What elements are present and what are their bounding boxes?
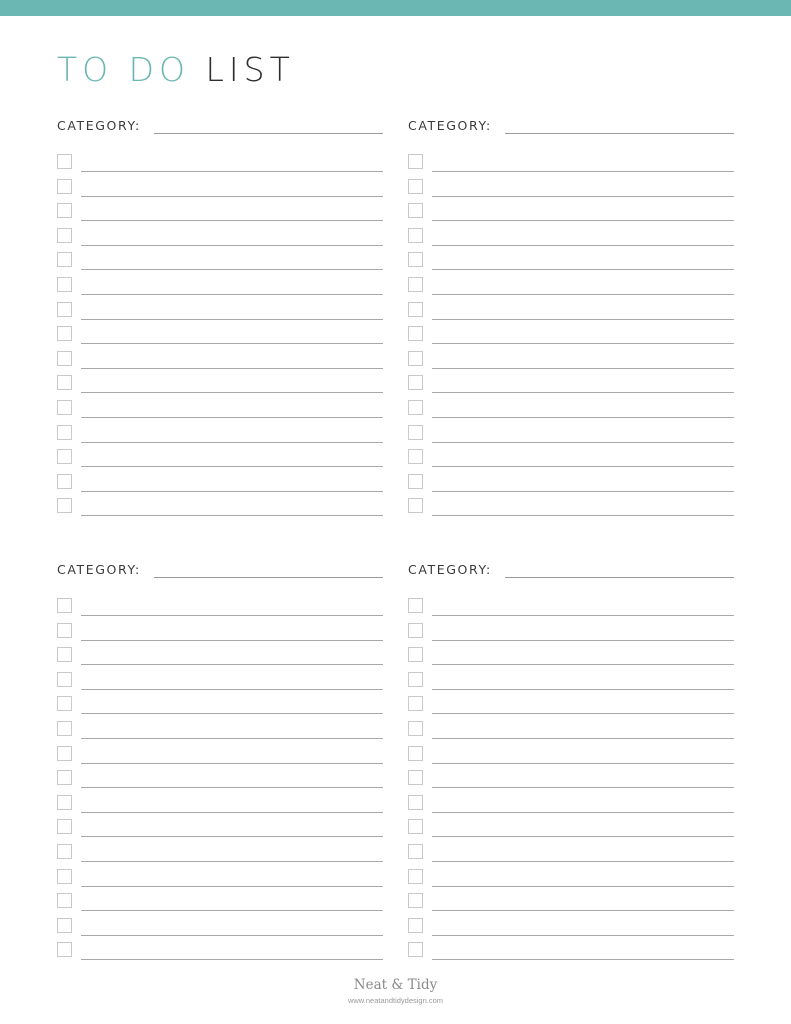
todo-checkbox[interactable] <box>57 400 72 415</box>
todo-item <box>57 770 383 790</box>
todo-writing-line[interactable] <box>432 466 734 467</box>
todo-checkbox[interactable] <box>57 893 72 908</box>
todo-writing-line[interactable] <box>432 763 734 764</box>
todo-writing-line[interactable] <box>81 171 383 172</box>
todo-checkbox[interactable] <box>408 375 423 390</box>
todo-item <box>408 819 734 839</box>
todo-checkbox[interactable] <box>408 672 423 687</box>
todo-checkbox[interactable] <box>408 498 423 513</box>
todo-checkbox[interactable] <box>57 696 72 711</box>
todo-item <box>57 425 383 445</box>
todo-item <box>57 203 383 223</box>
todo-checkbox[interactable] <box>57 647 72 662</box>
todo-writing-line[interactable] <box>81 886 383 887</box>
todo-item <box>408 302 734 322</box>
todo-writing-line[interactable] <box>81 615 383 616</box>
todo-writing-line[interactable] <box>432 935 734 936</box>
category-row <box>57 116 383 136</box>
todo-item <box>408 154 734 174</box>
todo-checkbox[interactable] <box>57 721 72 736</box>
todo-checkbox[interactable] <box>57 302 72 317</box>
todo-item <box>408 203 734 223</box>
todo-item <box>57 598 383 618</box>
todo-item <box>57 893 383 913</box>
todo-item <box>57 277 383 297</box>
todo-writing-line[interactable] <box>81 763 383 764</box>
todo-item <box>408 869 734 889</box>
todo-checkbox[interactable] <box>57 623 72 638</box>
todo-writing-line[interactable] <box>432 515 734 516</box>
todo-checkbox[interactable] <box>57 154 72 169</box>
todo-checkbox[interactable] <box>408 277 423 292</box>
todo-item <box>57 918 383 938</box>
todo-item <box>57 351 383 371</box>
todo-item <box>57 400 383 420</box>
todo-writing-line[interactable] <box>432 738 734 739</box>
todo-writing-line[interactable] <box>81 836 383 837</box>
category-input-line[interactable] <box>154 133 383 134</box>
brand-url: www.neatandtidydesign.com <box>347 996 444 1005</box>
todo-item <box>408 474 734 494</box>
todo-checkbox[interactable] <box>57 819 72 834</box>
todo-writing-line[interactable] <box>432 713 734 714</box>
todo-item <box>57 672 383 692</box>
todo-checkbox[interactable] <box>408 302 423 317</box>
todo-checkbox[interactable] <box>57 918 72 933</box>
todo-item <box>57 326 383 346</box>
todo-writing-line[interactable] <box>81 689 383 690</box>
todo-item <box>408 672 734 692</box>
todo-checkbox[interactable] <box>408 746 423 761</box>
todo-writing-line[interactable] <box>81 368 383 369</box>
todo-checkbox[interactable] <box>408 228 423 243</box>
todo-checkbox[interactable] <box>57 425 72 440</box>
todo-item <box>408 893 734 913</box>
category-row <box>408 560 734 580</box>
todo-checkbox[interactable] <box>57 770 72 785</box>
todo-checkbox[interactable] <box>57 252 72 267</box>
todo-checkbox[interactable] <box>408 425 423 440</box>
todo-writing-line[interactable] <box>432 959 734 960</box>
todo-item <box>57 819 383 839</box>
todo-checkbox[interactable] <box>57 844 72 859</box>
todo-checkbox[interactable] <box>408 647 423 662</box>
todo-item <box>408 696 734 716</box>
todo-checkbox[interactable] <box>57 598 72 613</box>
category-label: CATEGORY: <box>57 118 141 133</box>
todo-writing-line[interactable] <box>81 269 383 270</box>
todo-checkbox[interactable] <box>408 598 423 613</box>
todo-writing-line[interactable] <box>432 171 734 172</box>
todo-checkbox[interactable] <box>408 770 423 785</box>
todo-writing-line[interactable] <box>432 269 734 270</box>
todo-writing-line[interactable] <box>81 935 383 936</box>
todo-checkbox[interactable] <box>408 623 423 638</box>
todo-writing-line[interactable] <box>432 861 734 862</box>
todo-writing-line[interactable] <box>81 417 383 418</box>
category-input-line[interactable] <box>154 577 383 578</box>
todo-writing-line[interactable] <box>432 836 734 837</box>
todo-writing-line[interactable] <box>432 245 734 246</box>
todo-writing-line[interactable] <box>81 787 383 788</box>
todo-writing-line[interactable] <box>81 196 383 197</box>
todo-item <box>57 844 383 864</box>
todo-item <box>408 598 734 618</box>
todo-checkbox[interactable] <box>57 179 72 194</box>
todo-writing-line[interactable] <box>81 640 383 641</box>
todo-item <box>57 942 383 962</box>
todo-item <box>57 252 383 272</box>
todo-writing-line[interactable] <box>432 615 734 616</box>
todo-writing-line[interactable] <box>432 319 734 320</box>
category-label: CATEGORY: <box>408 562 492 577</box>
todo-writing-line[interactable] <box>432 417 734 418</box>
todo-writing-line[interactable] <box>81 738 383 739</box>
todo-writing-line[interactable] <box>81 515 383 516</box>
todo-checkbox[interactable] <box>408 918 423 933</box>
todo-checkbox[interactable] <box>57 474 72 489</box>
todo-checkbox[interactable] <box>57 795 72 810</box>
category-section-4 <box>408 560 734 960</box>
todo-item <box>408 942 734 962</box>
brand-name: Neat & Tidy <box>353 977 438 993</box>
todo-checkbox[interactable] <box>57 326 72 341</box>
todo-writing-line[interactable] <box>81 664 383 665</box>
todo-checkbox[interactable] <box>408 449 423 464</box>
todo-writing-line[interactable] <box>432 491 734 492</box>
todo-writing-line[interactable] <box>81 861 383 862</box>
todo-writing-line[interactable] <box>432 787 734 788</box>
todo-item <box>57 302 383 322</box>
todo-checkbox[interactable] <box>57 449 72 464</box>
category-label: CATEGORY: <box>408 118 492 133</box>
todo-writing-line[interactable] <box>432 664 734 665</box>
title-main-text: LIST <box>205 50 295 89</box>
todo-writing-line[interactable] <box>432 368 734 369</box>
category-row <box>408 116 734 136</box>
todo-writing-line[interactable] <box>432 294 734 295</box>
todo-checkbox[interactable] <box>408 893 423 908</box>
todo-checkbox[interactable] <box>408 326 423 341</box>
category-section-3 <box>57 560 383 960</box>
category-section-2 <box>408 116 734 516</box>
todo-checkbox[interactable] <box>57 498 72 513</box>
todo-item <box>408 647 734 667</box>
category-row <box>57 560 383 580</box>
todo-item <box>57 795 383 815</box>
todo-item <box>408 375 734 395</box>
todo-item <box>57 179 383 199</box>
todo-item <box>57 228 383 248</box>
todo-item <box>57 746 383 766</box>
todo-item <box>408 351 734 371</box>
todo-writing-line[interactable] <box>81 959 383 960</box>
todo-checkbox[interactable] <box>57 746 72 761</box>
category-input-line[interactable] <box>505 133 734 134</box>
todo-item <box>57 449 383 469</box>
todo-writing-line[interactable] <box>81 713 383 714</box>
todo-writing-line[interactable] <box>81 319 383 320</box>
todo-item <box>408 498 734 518</box>
todo-checkbox[interactable] <box>408 869 423 884</box>
todo-writing-line[interactable] <box>432 689 734 690</box>
todo-checkbox[interactable] <box>57 942 72 957</box>
todo-item <box>57 498 383 518</box>
todo-writing-line[interactable] <box>81 245 383 246</box>
todo-writing-line[interactable] <box>81 442 383 443</box>
todo-item <box>408 277 734 297</box>
todo-item <box>408 918 734 938</box>
todo-item <box>408 795 734 815</box>
category-label: CATEGORY: <box>57 562 141 577</box>
todo-item <box>57 623 383 643</box>
todo-writing-line[interactable] <box>81 491 383 492</box>
todo-checkbox[interactable] <box>408 795 423 810</box>
todo-checkbox[interactable] <box>57 203 72 218</box>
todo-item <box>408 400 734 420</box>
todo-checkbox[interactable] <box>408 844 423 859</box>
todo-writing-line[interactable] <box>81 910 383 911</box>
todo-writing-line[interactable] <box>81 812 383 813</box>
todo-item <box>408 228 734 248</box>
todo-writing-line[interactable] <box>432 392 734 393</box>
todo-checkbox[interactable] <box>57 375 72 390</box>
todo-item <box>408 425 734 445</box>
todo-item <box>408 844 734 864</box>
todo-item <box>408 770 734 790</box>
category-section-1 <box>57 116 383 516</box>
todo-checkbox[interactable] <box>408 696 423 711</box>
todo-checkbox[interactable] <box>408 252 423 267</box>
todo-checkbox[interactable] <box>408 351 423 366</box>
todo-item <box>57 696 383 716</box>
todo-checkbox[interactable] <box>408 721 423 736</box>
todo-item <box>408 449 734 469</box>
todo-checkbox[interactable] <box>408 154 423 169</box>
todo-checkbox[interactable] <box>408 819 423 834</box>
todo-writing-line[interactable] <box>432 196 734 197</box>
todo-item <box>57 154 383 174</box>
todo-checkbox[interactable] <box>57 869 72 884</box>
todo-item <box>408 326 734 346</box>
todo-writing-line[interactable] <box>432 812 734 813</box>
todo-checkbox[interactable] <box>57 672 72 687</box>
todo-item <box>57 474 383 494</box>
todo-checkbox[interactable] <box>57 228 72 243</box>
todo-checkbox[interactable] <box>408 179 423 194</box>
todo-checkbox[interactable] <box>408 400 423 415</box>
todo-writing-line[interactable] <box>432 343 734 344</box>
title-accent-text: TO DO <box>57 50 191 89</box>
todo-writing-line[interactable] <box>81 392 383 393</box>
top-accent-bar <box>0 0 791 16</box>
todo-item <box>408 623 734 643</box>
todo-checkbox[interactable] <box>57 351 72 366</box>
todo-writing-line[interactable] <box>81 466 383 467</box>
todo-checkbox[interactable] <box>408 203 423 218</box>
todo-item <box>57 869 383 889</box>
todo-item <box>408 252 734 272</box>
todo-writing-line[interactable] <box>432 910 734 911</box>
todo-checkbox[interactable] <box>408 942 423 957</box>
page-title <box>57 50 295 90</box>
todo-writing-line[interactable] <box>81 343 383 344</box>
todo-item <box>57 721 383 741</box>
todo-item <box>408 721 734 741</box>
todo-item <box>57 375 383 395</box>
todo-checkbox[interactable] <box>408 474 423 489</box>
todo-item <box>408 179 734 199</box>
todo-writing-line[interactable] <box>432 442 734 443</box>
todo-item <box>408 746 734 766</box>
todo-writing-line[interactable] <box>432 886 734 887</box>
todo-writing-line[interactable] <box>432 640 734 641</box>
todo-writing-line[interactable] <box>432 220 734 221</box>
category-input-line[interactable] <box>505 577 734 578</box>
todo-writing-line[interactable] <box>81 294 383 295</box>
todo-item <box>57 647 383 667</box>
todo-checkbox[interactable] <box>57 277 72 292</box>
todo-writing-line[interactable] <box>81 220 383 221</box>
